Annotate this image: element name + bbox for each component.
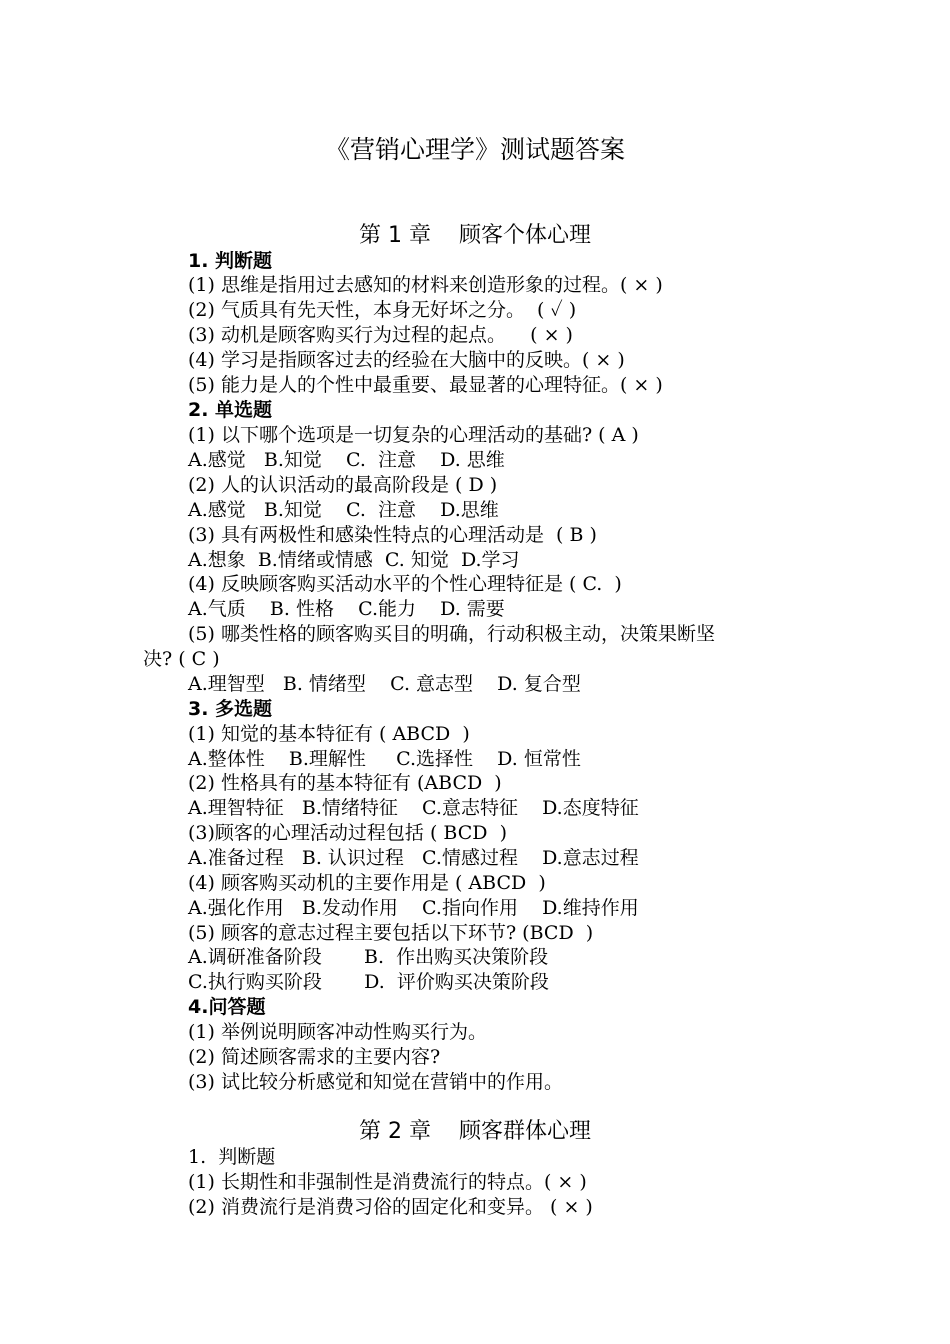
section-judge-heading: 1. 判断题 xyxy=(188,250,273,272)
multi-options: A.准备过程 B. 认识过程 C.情感过程 D.意志过程 xyxy=(188,847,639,869)
multi-options: A.理智特征 B.情绪特征 C.意志特征 D.态度特征 xyxy=(188,797,639,819)
judge-item: (3) 动机是顾客购买行为过程的起点。 ( × ) xyxy=(188,324,573,346)
multi-options: C.执行购买阶段 D. 评价购买决策阶段 xyxy=(188,971,549,993)
section-single-heading: 2. 单选题 xyxy=(188,399,273,421)
section-multi-heading: 3. 多选题 xyxy=(188,698,273,720)
single-options: A.气质 B. 性格 C.能力 D. 需要 xyxy=(188,598,505,620)
multi-question: (2) 性格具有的基本特征有 (ABCD ) xyxy=(188,772,502,794)
section-essay-heading: 4.问答题 xyxy=(188,996,266,1018)
single-options: A.感觉 B.知觉 C. 注意 D.思维 xyxy=(188,499,499,521)
essay-question: (3) 试比较分析感觉和知觉在营销中的作用。 xyxy=(188,1071,563,1093)
chapter-2-heading: 第 2 章 顾客群体心理 xyxy=(359,1119,591,1144)
essay-question: (1) 举例说明顾客冲动性购买行为。 xyxy=(188,1021,487,1043)
essay-question: (2) 简述顾客需求的主要内容? xyxy=(188,1046,441,1068)
single-question: (2) 人的认识活动的最高阶段是 ( D ) xyxy=(188,474,498,496)
single-question: (1) 以下哪个选项是一切复杂的心理活动的基础? ( A ) xyxy=(188,424,639,446)
multi-options: A.整体性 B.理解性 C.选择性 D. 恒常性 xyxy=(188,748,581,770)
multi-question: (5) 顾客的意志过程主要包括以下环节? (BCD ) xyxy=(188,922,594,944)
single-question: (4) 反映顾客购买活动水平的个性心理特征是 ( C. ) xyxy=(188,573,622,595)
judge-item: (1) 长期性和非强制性是消费流行的特点。( × ) xyxy=(188,1171,587,1193)
section-judge-heading: 1. 判断题 xyxy=(188,1146,276,1168)
chapter-1-heading: 第 1 章 顾客个体心理 xyxy=(359,223,591,248)
single-question: (3) 具有两极性和感染性特点的心理活动是 ( B ) xyxy=(188,524,597,546)
document-title: 《营销心理学》测试题答案 xyxy=(324,135,625,164)
judge-item: (1) 思维是指用过去感知的材料来创造形象的过程。( × ) xyxy=(188,274,663,296)
single-question: (5) 哪类性格的顾客购买目的明确，行动积极主动，决策果断坚 xyxy=(188,623,715,645)
multi-options: A.强化作用 B.发动作用 C.指向作用 D.维持作用 xyxy=(188,897,639,919)
single-options: A.理智型 B. 情绪型 C. 意志型 D. 复合型 xyxy=(188,673,581,695)
judge-item: (2) 气质具有先天性，本身无好坏之分。 ( ✓ ) xyxy=(188,299,577,321)
multi-question: (3)顾客的心理活动过程包括 ( BCD ) xyxy=(188,822,507,844)
single-options: A.想象 B.情绪或情感 C. 知觉 D.学习 xyxy=(188,549,520,571)
single-question-continuation: 决? ( C ) xyxy=(143,648,220,670)
multi-question: (1) 知觉的基本特征有 ( ABCD ) xyxy=(188,723,470,745)
judge-item: (5) 能力是人的个性中最重要、最显著的心理特征。( × ) xyxy=(188,374,663,396)
judge-item: (2) 消费流行是消费习俗的固定化和变异。 ( × ) xyxy=(188,1196,593,1218)
multi-options: A.调研准备阶段 B. 作出购买决策阶段 xyxy=(188,946,549,968)
judge-item: (4) 学习是指顾客过去的经验在大脑中的反映。( × ) xyxy=(188,349,625,371)
single-options: A.感觉 B.知觉 C. 注意 D. 思维 xyxy=(188,449,505,471)
multi-question: (4) 顾客购买动机的主要作用是 ( ABCD ) xyxy=(188,872,546,894)
